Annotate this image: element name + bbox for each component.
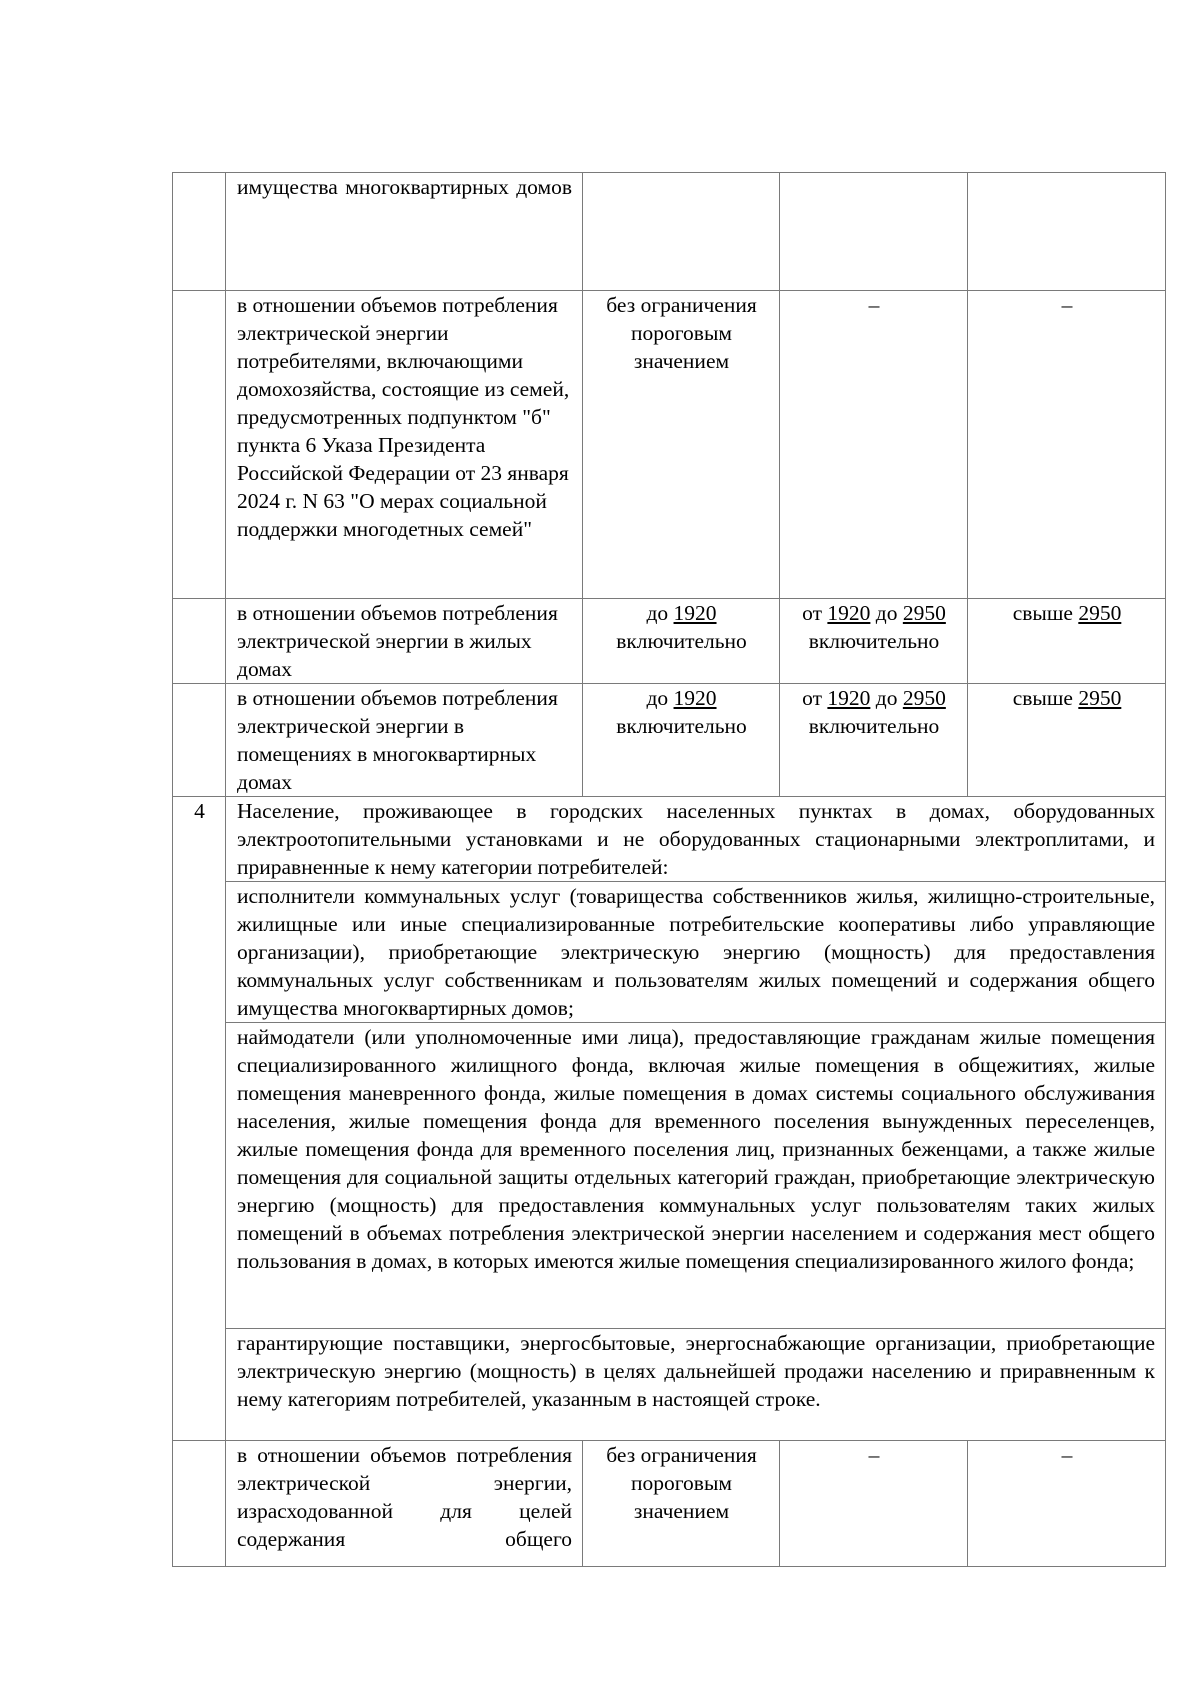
row-number-cell	[173, 599, 226, 684]
cell-text: от	[802, 601, 828, 625]
row-label: в отношении объемов потребления электрической энергии, израсходованной для целей содержания общего	[226, 1441, 583, 1567]
row-label: наймодатели (или уполномоченные ими лица), предоставляющие гражданам жилые помещения специализированного жилищного фонда, включая жилые помещения в общежитиях, жилые помещения маневренного фонда, жилые помещения в домах системы социального обслуживания населения, жилые помещения фонда для временного поселения вынужденных переселенцев, жилые помещения фонда для временного поселения лиц, признанных беженцами, а также жилые помещения для социальной защиты отдельных категорий граждан, приобретающие электрическую энергию (мощность) для предоставления коммунальных услуг пользователям таких жилых помещений в объемах потребления электрической энергии населением и содержания мест общего пользования в домах, в которых имеются жилые помещения специализированного жилого фонда;	[226, 1023, 1166, 1329]
threshold-cell	[968, 599, 1166, 684]
value-link[interactable]: 1920	[827, 686, 871, 710]
dash-cell: –	[780, 291, 968, 599]
table-row	[173, 797, 1166, 882]
row-number-cell	[173, 1441, 226, 1567]
value-link[interactable]: 1920	[673, 601, 717, 625]
threshold-cell	[583, 684, 780, 797]
table-row	[173, 599, 1166, 684]
cell-text: пороговым	[631, 1471, 732, 1495]
cell-text: свыше	[1012, 601, 1079, 625]
dash-cell: –	[968, 1441, 1166, 1567]
cell-text: включительно	[808, 629, 940, 653]
table-row	[173, 882, 1166, 1023]
threshold-cell	[780, 684, 968, 797]
cell-text: от	[802, 686, 828, 710]
threshold-cell	[583, 599, 780, 684]
value-link[interactable]: 2950	[902, 686, 946, 710]
threshold-cell	[583, 291, 780, 599]
cell-text: без ограничения	[606, 293, 757, 317]
row-label: имущества многоквартирных домов	[226, 173, 583, 291]
table-row	[173, 291, 1166, 599]
cell-text: включительно	[616, 629, 747, 653]
row-number-cell	[173, 291, 226, 599]
cell-text: без ограничения	[606, 1443, 757, 1467]
row-label: в отношении объемов потребления электрической энергии в жилых домах	[226, 599, 583, 684]
dash-cell: –	[968, 291, 1166, 599]
cell-text: включительно	[616, 714, 747, 738]
table-row	[173, 1023, 1166, 1329]
row-number-cell	[173, 684, 226, 797]
row-label: в отношении объемов потребления электрической энергии потребителями, включающими домохозяйства, состоящие из семей, предусмотренных подпунктом "б" пункта 6 Указа Президента Российской Федерации от 23 января 2024 г. N 63 "О мерах социальной поддержки многодетных семей"	[226, 291, 583, 599]
threshold-cell	[780, 599, 968, 684]
table-row	[173, 684, 1166, 797]
table-row	[173, 173, 1166, 291]
row-label: гарантирующие поставщики, энергосбытовые, энергоснабжающие организации, приобретающие электрическую энергию (мощность) в целях дальнейшей продажи населению и приравненным к нему категориям потребителей, указанным в настоящей строке.	[226, 1329, 1166, 1441]
cell-text: до	[646, 686, 674, 710]
cell-text: пороговым	[631, 321, 732, 345]
row-label: исполнители коммунальных услуг (товарищества собственников жилья, жилищно-строительные, жилищные или иные специализированные потребительские кооперативы либо управляющие организации), приобретающие электрическую энергию (мощность) для предоставления коммунальных услуг собственникам и пользователям жилых помещений и содержания общего имущества многоквартирных домов;	[226, 882, 1166, 1023]
row-number: 4	[173, 797, 226, 1441]
threshold-cell	[968, 684, 1166, 797]
cell-text: значением	[633, 349, 730, 373]
tariff-table	[172, 172, 1166, 1567]
value-link[interactable]: 2950	[1078, 686, 1122, 710]
cell-text: до	[646, 601, 674, 625]
dash-cell: –	[780, 1441, 968, 1567]
threshold-cell	[583, 1441, 780, 1567]
row-label: в отношении объемов потребления электрической энергии в помещениях в многоквартирных домах	[226, 684, 583, 797]
cell-text: до	[870, 686, 903, 710]
cell-text: свыше	[1012, 686, 1079, 710]
value-link[interactable]: 2950	[1078, 601, 1122, 625]
threshold-cell	[968, 173, 1166, 291]
threshold-cell	[780, 173, 968, 291]
cell-text: значением	[633, 1499, 730, 1523]
value-link[interactable]: 2950	[902, 601, 946, 625]
threshold-cell	[583, 173, 780, 291]
cell-text: до	[870, 601, 903, 625]
table-row	[173, 1329, 1166, 1441]
value-link[interactable]: 1920	[827, 601, 871, 625]
row-label: Население, проживающее в городских населенных пунктах в домах, оборудованных электроотопительными установками и не оборудованных стационарными электроплитами, и приравненные к нему категории потребителей:	[226, 797, 1166, 882]
row-number-cell	[173, 173, 226, 291]
table-row	[173, 1441, 1166, 1567]
cell-text: включительно	[808, 714, 940, 738]
value-link[interactable]: 1920	[673, 686, 717, 710]
